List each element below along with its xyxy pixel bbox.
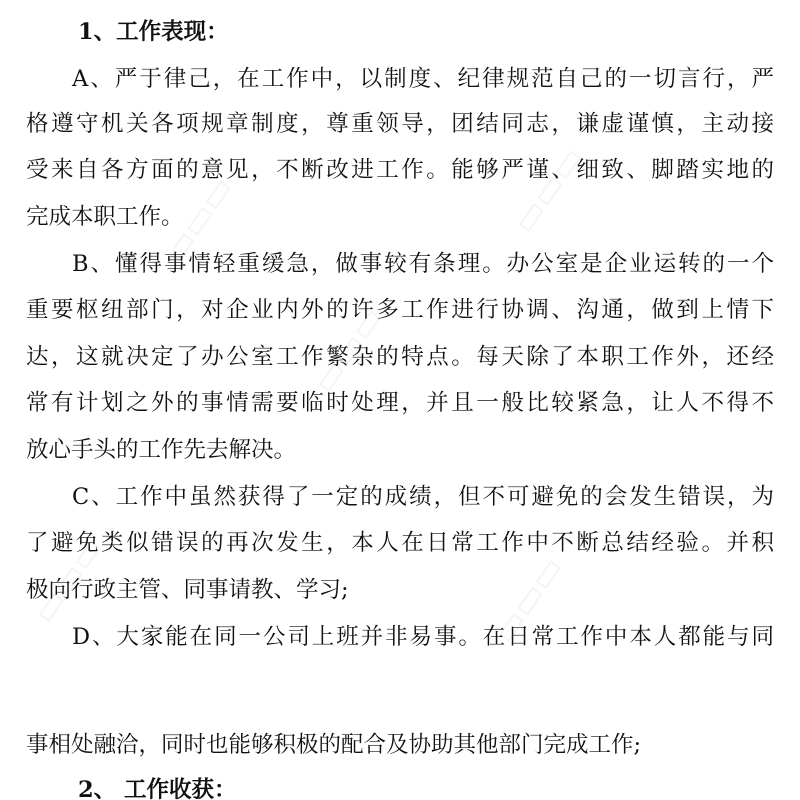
paragraph-c-line-3: 极向行政主管、同事请教、学习;: [26, 577, 349, 603]
paragraph-a-line-2: 格遵守机关各项规章制度，尊重领导，团结同志，谦虚谨慎，主动接: [26, 111, 774, 137]
paragraph-a-line-4: 完成本职工作。: [26, 204, 184, 230]
paragraph-d-line-1: D、大家能在同一公司上班并非易事。在日常工作中本人都能与同: [72, 624, 774, 650]
paragraph-b-line-4: 常有计划之外的事情需要临时处理，并且一般比较紧急，让人不得不: [26, 390, 774, 416]
section-heading-1: 1、工作表现：: [78, 19, 229, 45]
watermark-mark: ▭▭▭: [484, 549, 573, 651]
paragraph-a-line-3: 受来自各方面的意见，不断改进工作。能够严谨、细致、脚踏实地的: [26, 157, 774, 183]
paragraph-b-line-3: 达，这就决定了办公室工作繁杂的特点。每天除了本职工作外，还经: [26, 344, 774, 370]
watermark-mark: ▭▭▭: [154, 169, 243, 271]
section-heading-2: 2、 工作收获：: [78, 777, 237, 800]
paragraph-b-line-2: 重要枢纽部门，对企业内外的许多工作进行协调、沟通，做到上情下: [26, 297, 774, 323]
paragraph-a-line-1: A、严于律己，在工作中，以制度、纪律规范自己的一切言行，严: [72, 66, 774, 92]
paragraph-c-line-2: 了避免类似错误的再次发生，本人在日常工作中不断总结经验。并积: [26, 530, 774, 556]
watermark-mark: ▭▭▭: [504, 139, 593, 241]
paragraph-b-line-1: B、懂得事情轻重缓急，做事较有条理。办公室是企业运转的一个: [72, 251, 774, 277]
watermark-mark: ▭▭▭: [24, 529, 113, 631]
watermark-mark: ▭▭▭: [304, 299, 393, 401]
paragraph-b-line-5: 放心手头的工作先去解决。: [26, 437, 297, 463]
paragraph-d-line-2: 事相处融洽，同时也能够积极的配合及协助其他部门完成工作;: [26, 732, 642, 758]
paragraph-c-line-1: C、工作中虽然获得了一定的成绩，但不可避免的会发生错误，为: [72, 484, 774, 510]
